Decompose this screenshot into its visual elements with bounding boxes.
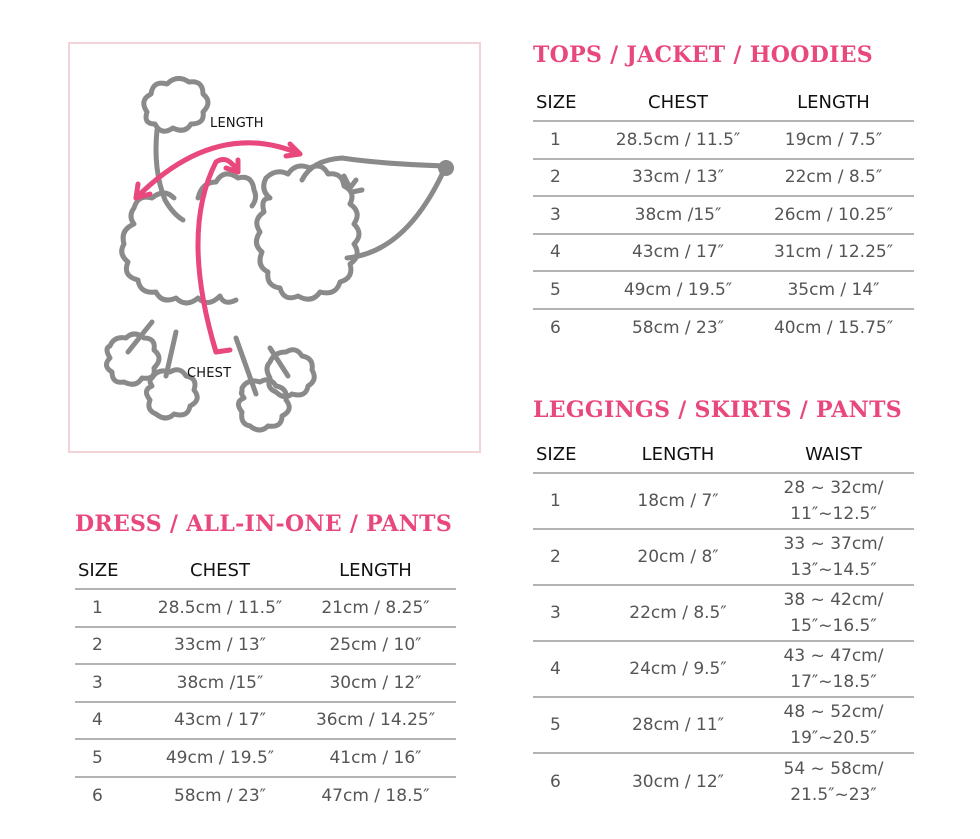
cell-length: 22cm / 8.5″ [784, 167, 883, 188]
table-row [533, 530, 914, 586]
waist-cm: 28 ~ 32cm/ [783, 478, 884, 498]
cell-size: 2 [550, 167, 561, 188]
cell-waist [753, 531, 914, 583]
cell-length: 31cm / 12.25″ [773, 242, 894, 263]
table-header [533, 84, 914, 122]
cell-length: 18cm / 7″ [637, 491, 719, 511]
header-length: LENGTH [797, 91, 870, 113]
waist-cm: 48 ~ 52cm/ [783, 702, 884, 722]
header-chest: CHEST [648, 91, 708, 113]
cell-length: 22cm / 8.5″ [629, 603, 727, 623]
chest-label: CHEST [187, 366, 232, 381]
waist-in: 15″~16.5″ [790, 616, 877, 636]
cell-chest: 33cm / 13″ [173, 635, 267, 656]
header-chest: CHEST [190, 559, 250, 581]
measurement-arrows [70, 44, 483, 455]
table-row [533, 197, 914, 235]
cell-size: 2 [550, 547, 561, 567]
table-row [533, 754, 914, 810]
waist-in: 19″~20.5″ [790, 728, 877, 748]
table-header [75, 552, 456, 590]
cell-length: 21cm / 8.25″ [321, 597, 430, 618]
table-row [75, 628, 456, 666]
cell-chest: 33cm / 13″ [631, 167, 725, 188]
table-row [533, 122, 914, 160]
tops-size-table [533, 84, 914, 347]
cell-chest: 38cm /15″ [176, 672, 264, 693]
cell-waist [753, 643, 914, 695]
cell-length: 19cm / 7.5″ [784, 129, 883, 150]
waist-cm: 33 ~ 37cm/ [783, 534, 884, 554]
header-waist: WAIST [805, 444, 862, 465]
cell-length: 20cm / 8″ [637, 547, 719, 567]
cell-size: 4 [550, 242, 561, 263]
cell-size: 5 [550, 279, 561, 300]
cell-waist [753, 587, 914, 639]
dress-title: DRESS / ALL-IN-ONE / PANTS [75, 511, 453, 537]
waist-cm: 38 ~ 42cm/ [783, 590, 884, 610]
length-label: LENGTH [210, 116, 264, 131]
table-row [533, 698, 914, 754]
table-row [533, 310, 914, 348]
cell-length: 36cm / 14.25″ [315, 710, 436, 731]
table-row [75, 778, 456, 816]
waist-in: 13″~14.5″ [790, 560, 877, 580]
cell-size: 6 [550, 318, 561, 339]
table-row [533, 272, 914, 310]
cell-length: 24cm / 9.5″ [629, 659, 727, 679]
table-row [533, 235, 914, 273]
cell-length: 41cm / 16″ [329, 747, 422, 768]
tops-title: TOPS / JACKET / HOODIES [533, 42, 873, 68]
cell-length: 30cm / 12″ [631, 772, 725, 792]
header-length: LENGTH [339, 559, 412, 581]
cell-chest: 43cm / 17″ [173, 710, 267, 731]
cell-size: 1 [550, 491, 561, 511]
cell-length: 47cm / 18.5″ [321, 786, 430, 807]
cell-size: 4 [550, 659, 561, 679]
table-header [533, 437, 914, 474]
dress-size-table [75, 552, 456, 815]
waist-in: 17″~18.5″ [790, 672, 877, 692]
cell-chest: 43cm / 17″ [631, 242, 725, 263]
cell-size: 3 [550, 603, 561, 623]
header-length: LENGTH [641, 444, 715, 465]
header-size: SIZE [536, 444, 577, 465]
cell-length: 28cm / 11″ [631, 715, 725, 735]
cell-size: 6 [550, 772, 561, 792]
table-row [75, 703, 456, 741]
cell-size: 6 [92, 786, 103, 807]
cell-chest: 58cm / 23″ [631, 318, 725, 339]
waist-cm: 54 ~ 58cm/ [783, 759, 884, 779]
table-row [533, 586, 914, 642]
cell-chest: 49cm / 19.5″ [623, 279, 733, 300]
cell-size: 3 [550, 204, 561, 225]
cell-chest: 58cm / 23″ [173, 786, 267, 807]
cell-chest: 38cm /15″ [634, 204, 722, 225]
poodle-measurement-illustration [68, 42, 481, 453]
header-size: SIZE [536, 91, 577, 113]
cell-length: 25cm / 10″ [329, 635, 422, 656]
cell-length: 40cm / 15.75″ [773, 318, 894, 339]
cell-chest: 28.5cm / 11.5″ [157, 597, 283, 618]
cell-size: 3 [92, 672, 103, 693]
table-row [75, 665, 456, 703]
table-row [533, 160, 914, 198]
cell-size: 4 [92, 710, 103, 731]
cell-waist [753, 475, 914, 527]
header-size: SIZE [78, 559, 119, 581]
cell-size: 2 [92, 635, 103, 656]
cell-size: 1 [92, 597, 103, 618]
cell-waist [753, 756, 914, 808]
waist-cm: 43 ~ 47cm/ [783, 646, 884, 666]
cell-size: 5 [550, 715, 561, 735]
table-row [75, 590, 456, 628]
cell-chest: 49cm / 19.5″ [165, 747, 275, 768]
cell-size: 1 [550, 129, 561, 150]
table-row [75, 740, 456, 778]
cell-length: 30cm / 12″ [329, 672, 422, 693]
cell-chest: 28.5cm / 11.5″ [615, 129, 741, 150]
leggings-size-table [533, 437, 914, 810]
waist-in: 21.5″~23″ [790, 785, 877, 805]
waist-in: 11″~12.5″ [790, 504, 877, 524]
leggings-title: LEGGINGS / SKIRTS / PANTS [533, 397, 902, 423]
cell-waist [753, 699, 914, 751]
cell-size: 5 [92, 747, 103, 768]
cell-length: 26cm / 10.25″ [773, 204, 894, 225]
cell-length: 35cm / 14″ [787, 279, 880, 300]
table-row [533, 642, 914, 698]
table-row [533, 474, 914, 530]
